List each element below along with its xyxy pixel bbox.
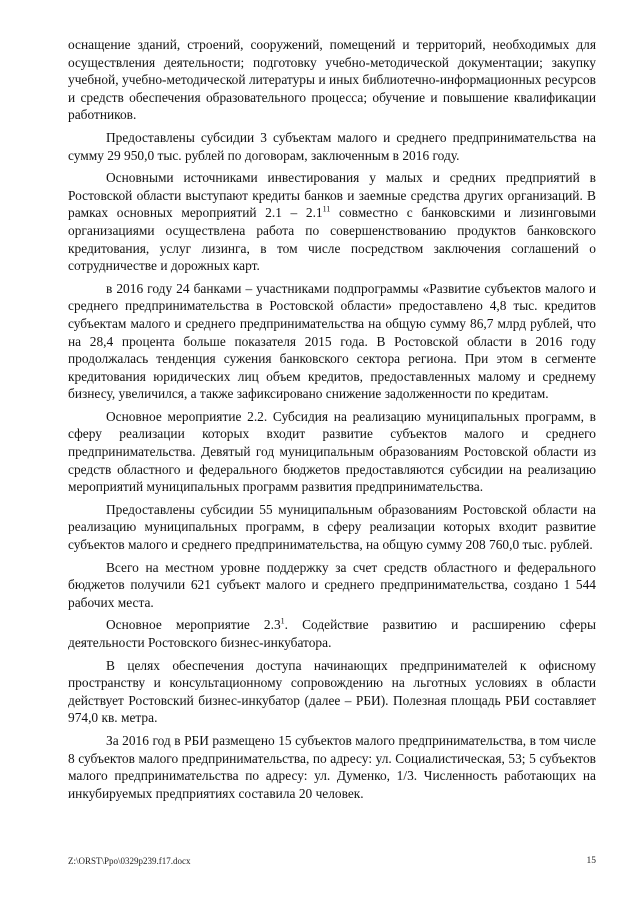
paragraph-3-rest: совместно с банковскими и лизинговыми организациями осуществлена работа по совершенствованию продуктов банковского кредитования, услуг лизинга, в том числе посредством заключения соглашений о сотрудничестве и дорожных карт. [68, 205, 596, 274]
paragraph-4: в 2016 году 24 банками – участниками подпрограммы «Развитие субъектов малого и среднего предпринимательства в Ростовской области» предоставлено 4,8 тыс. кредитов субъектам малого и среднего предпринимательства на общую сумму 86,7 млрд рублей, что на 28,4 процента больше показателя 2015 года. В Ростовской области в 2016 году продолжалась тенденция сужения банковского сектора региона. При этом в сегменте кредитования юридических лиц объем кредитов, предоставленных малому и среднему бизнесу, увеличился, а также зафиксировано снижение задолженности по кредитам. [68, 280, 596, 402]
paragraph-8-start: Основное мероприятие 2.3 [106, 617, 281, 633]
document-body [68, 36, 596, 807]
paragraph-3-start: Основными источниками инвестирования у малых и средних предприятий в Ростовской области выступают кредиты банков и заемные средства других организаций. В рамках основных мероприятий 2.1 – 2.1 [68, 170, 596, 221]
footnote-ref-1: 1 [280, 616, 285, 626]
footnote-ref-11: 11 [322, 204, 331, 214]
paragraph-3 [68, 169, 596, 275]
paragraph-6: Предоставлены субсидии 55 муниципальным образованиям Ростовской области на реализацию муниципальных программ, в сферу реализации которых входит развитие субъектов малого и среднего предпринимательства, на общую сумму 208 760,0 тыс. рублей. [68, 501, 596, 553]
paragraph-10: За 2016 год в РБИ размещено 15 субъектов малого предпринимательства, в том числе 8 субъектов малого предпринимательства, по адресу: ул. Социалистическая, 53; 5 субъектов малого предпринимательства по адресу: ул. Думенко, 1/3. Численность работающих на инкубируемых предприятиях составила 20 человек. [68, 732, 596, 801]
paragraph-9: В целях обеспечения доступа начинающих предпринимателей к офисному пространству и консультационному сопровождению на льготных условиях в области действует Ростовский бизнес-инкубатор (далее – РБИ). Полезная площадь РБИ составляет 974,0 кв. метра. [68, 657, 596, 726]
paragraph-5: Основное мероприятие 2.2. Субсидия на реализацию муниципальных программ, в сферу реализации которых входит развитие субъектов малого и среднего предпринимательства. Девятый год муниципальным образованиям Ростовской области из средств областного и федерального бюджетов предоставляются субсидии на реализацию мероприятий муниципальных программ развития предпринимательства. [68, 408, 596, 495]
paragraph-7: Всего на местном уровне поддержку за счет средств областного и федерального бюджетов получили 621 субъект малого и среднего предпринимательства, создано 1 544 рабочих места. [68, 559, 596, 610]
paragraph-8-rest: . Содействие развитию и расширению сферы деятельности Ростовского бизнес-инкубатора. [68, 617, 596, 650]
paragraph-8 [68, 616, 596, 651]
paragraph-2: Предоставлены субсидии 3 субъектам малого и среднего предпринимательства на сумму 29 950,0 тыс. рублей по договорам, заключенным в 2016 году. [68, 129, 596, 163]
page-number: 15 [586, 856, 596, 866]
footer-file-path: Z:\ORST\Ppo\0329p239.f17.docx [68, 856, 191, 866]
paragraph-1: оснащение зданий, строений, сооружений, помещений и территорий, необходимых для осуществления деятельности; подготовку учебно-методической документации; закупку учебной, учебно-методической литературы и иных библиотечно-информационных ресурсов и средств обеспечения образовательного процесса; обучение и повышение квалификации работников. [68, 37, 596, 123]
